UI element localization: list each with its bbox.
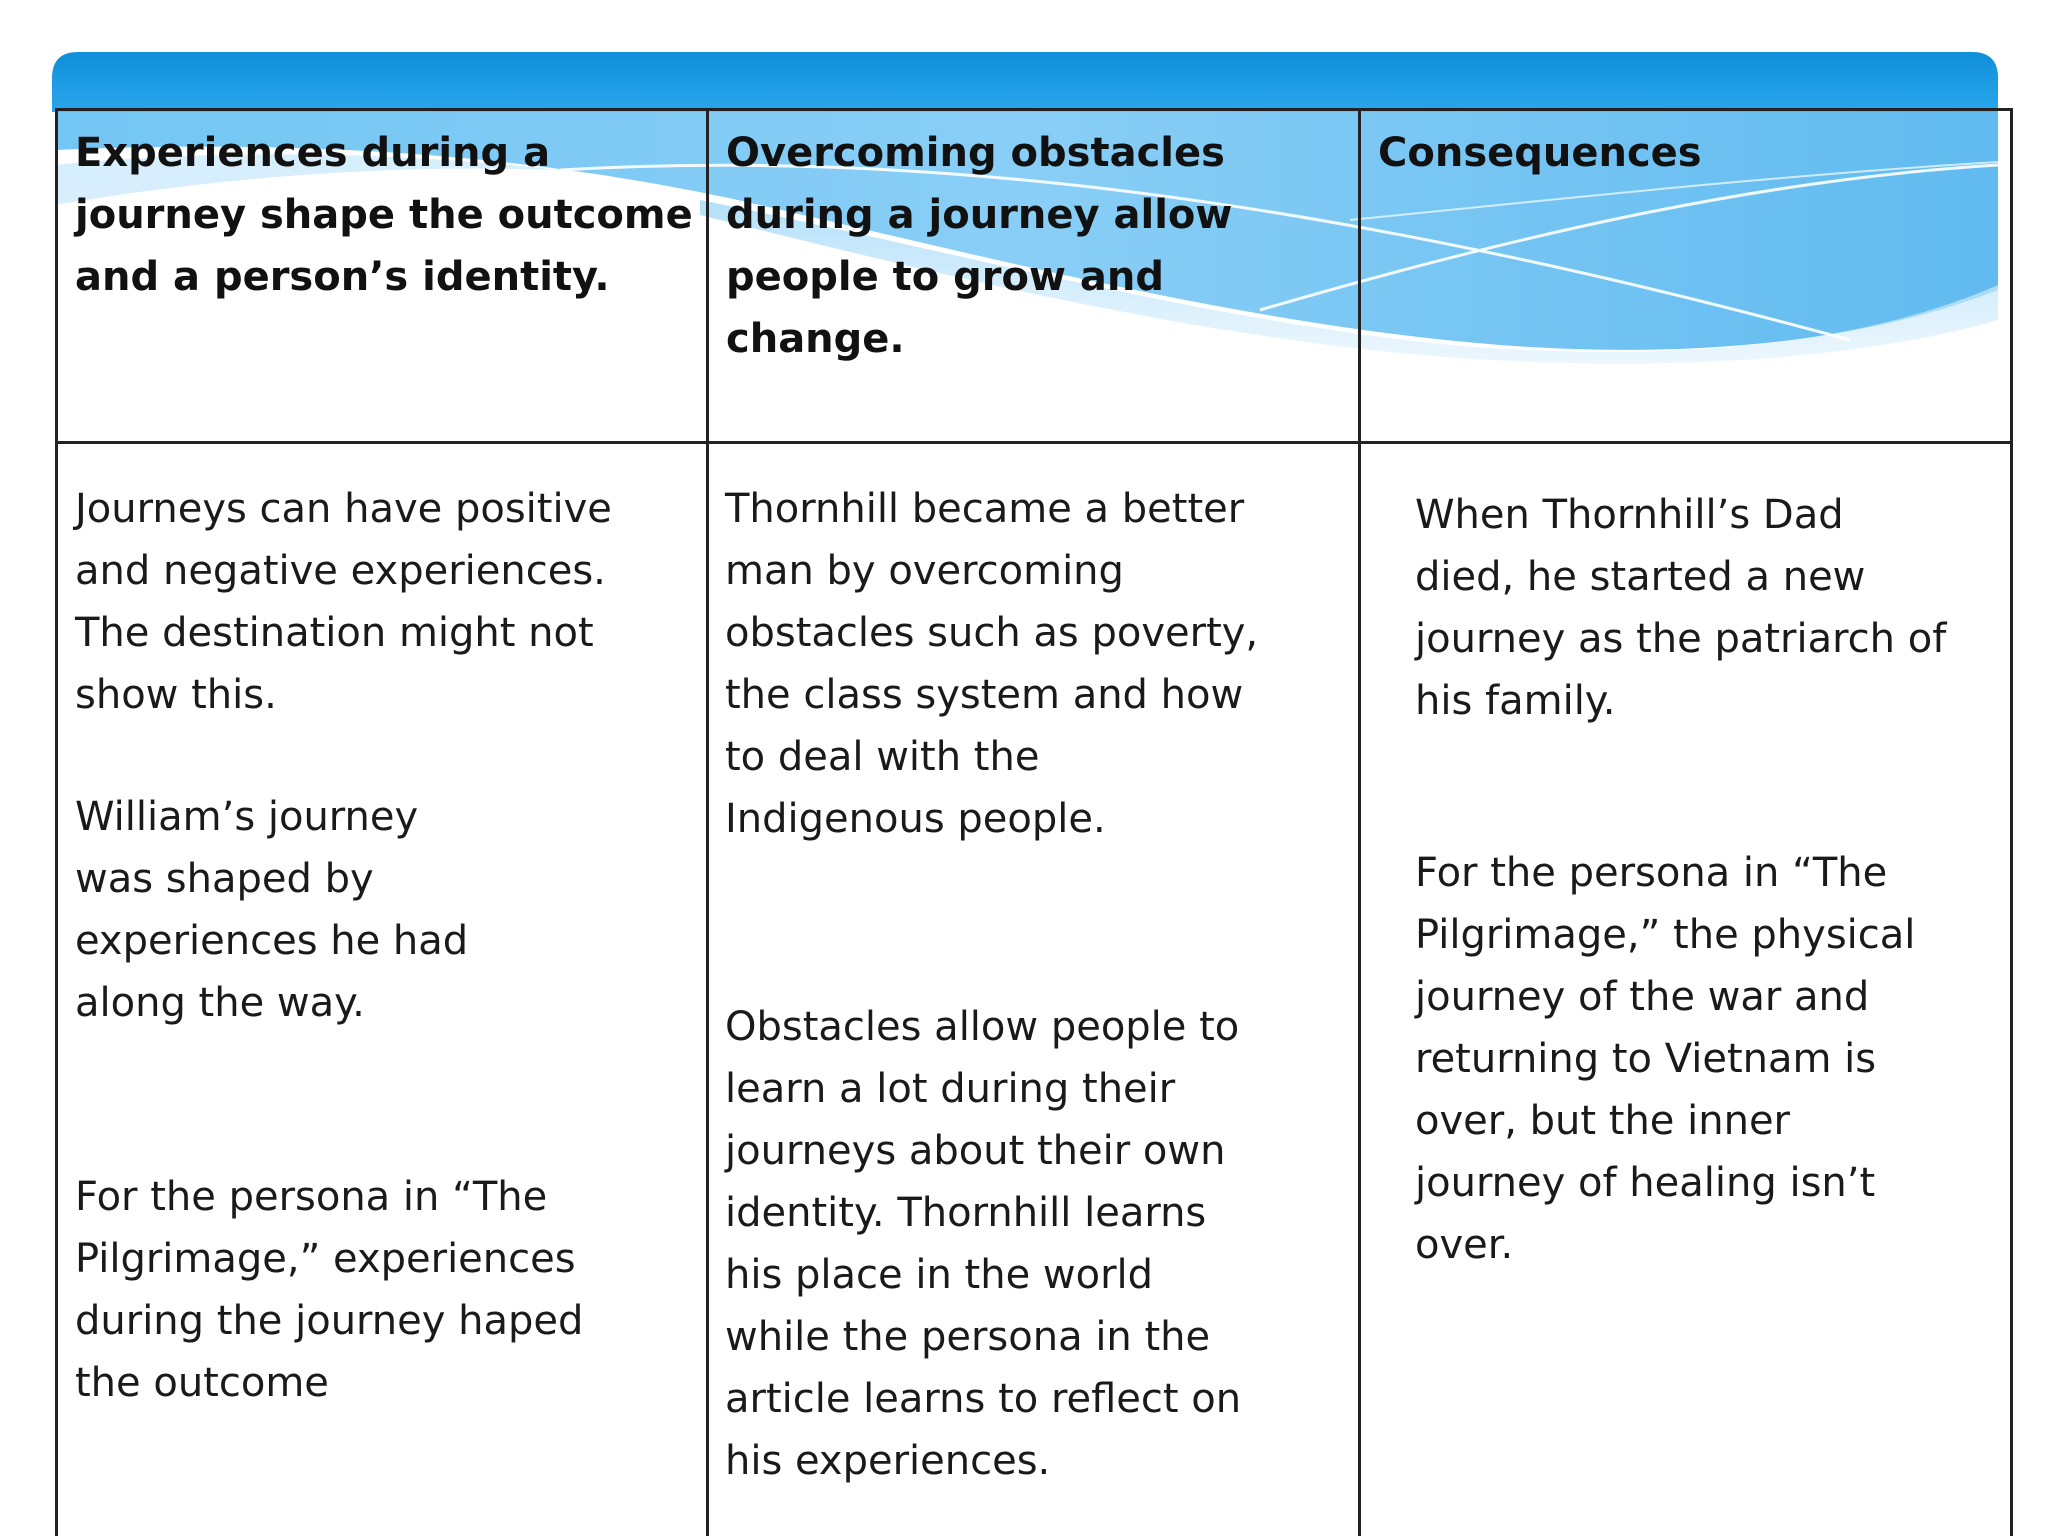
body-cell-experiences-3 xyxy=(75,1166,700,1414)
header-cell-consequences xyxy=(1378,122,1998,184)
header-experiences: Experiences during a journey shape the outcome and a person’s identity. xyxy=(75,130,693,300)
paragraph-thornhill-dad: When Thornhill’s Dad died, he started a new journey as the patriarch of his family. xyxy=(1415,492,1947,724)
comparison-table xyxy=(55,108,2013,1536)
paragraph-obstacles-identity: Obstacles allow people to learn a lot during their journeys about their own identity. Thornhill learns his place in the world while the persona in the article learns to reflect on his experiences. xyxy=(725,1004,1242,1484)
table-border-top xyxy=(55,108,2013,111)
table-border-left xyxy=(55,108,58,1536)
body-cell-experiences-1 xyxy=(75,478,700,726)
paragraph-william: William’s journey was shaped by experiences he had along the way. xyxy=(75,794,469,1026)
body-cell-experiences-2 xyxy=(75,786,700,1034)
body-cell-obstacles-1 xyxy=(725,478,1350,850)
column-divider-2 xyxy=(1358,108,1361,1536)
body-cell-consequences-1 xyxy=(1415,484,2005,732)
column-divider-1 xyxy=(706,108,709,1536)
table-border-right xyxy=(2010,108,2013,1536)
header-cell-experiences xyxy=(75,122,700,308)
body-cell-consequences-2 xyxy=(1415,842,2005,1276)
body-cell-obstacles-2 xyxy=(725,996,1350,1492)
header-obstacles: Overcoming obstacles during a journey allow people to grow and change. xyxy=(726,130,1233,362)
paragraph-thornhill-better-man: Thornhill became a better man by overcoming obstacles such as poverty, the class system and how to deal with the Indigenous people. xyxy=(725,486,1259,842)
header-cell-obstacles xyxy=(726,122,1286,370)
header-consequences: Consequences xyxy=(1378,130,1702,176)
paragraph-pilgrimage-experiences: For the persona in “The Pilgrimage,” experiences during the journey haped the outcome xyxy=(75,1174,584,1406)
paragraph-pilgrimage-consequences: For the persona in “The Pilgrimage,” the physical journey of the war and returning to Vietnam is over, but the inner journey of healing isn’t over. xyxy=(1415,850,1916,1268)
paragraph-journeys: Journeys can have positive and negative experiences. The destination might not show this. xyxy=(75,486,612,718)
table-header-divider xyxy=(55,441,2013,444)
